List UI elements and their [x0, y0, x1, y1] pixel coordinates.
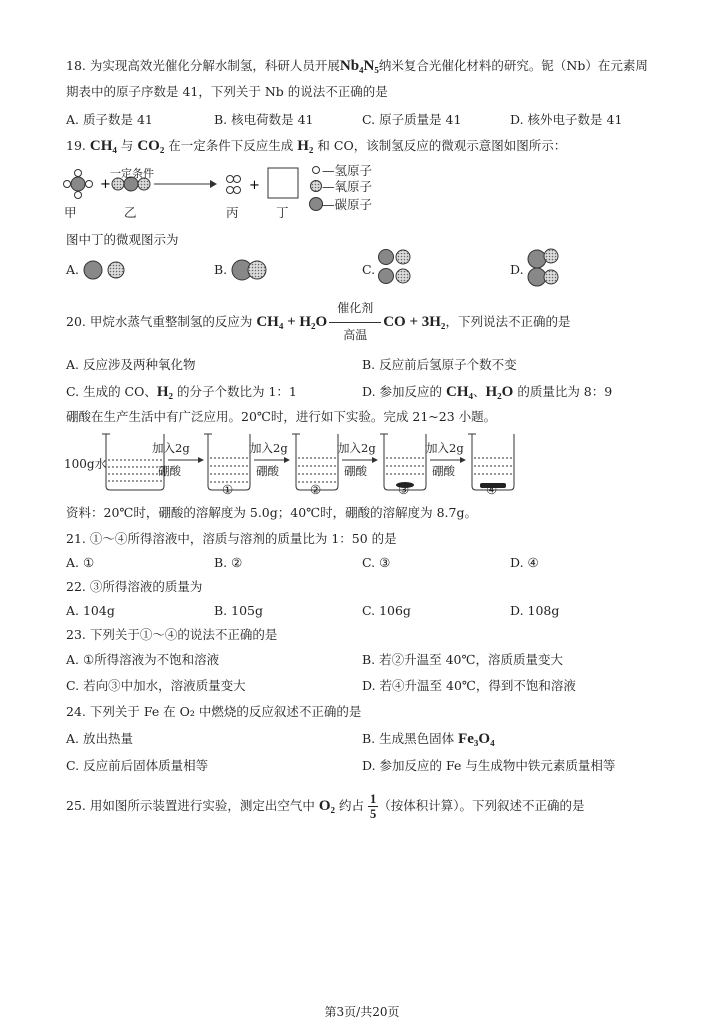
svg-text:+: + [249, 178, 260, 193]
boric-info: 资料：20℃时，硼酸的溶解度为 5.0g；40℃时，硼酸的溶解度为 8.7g。 [66, 505, 477, 520]
beaker-label-1: ① [222, 482, 234, 497]
q21-option-c[interactable]: C. ③ [362, 555, 391, 570]
reagent-label-3: 硼酸 [344, 464, 367, 478]
label-ding: 丁 [276, 205, 289, 220]
legend-hydrogen: —氢原子 [322, 163, 373, 178]
reaction-condition-arrow: 催化剂 高温 [327, 315, 383, 331]
add-label-3: 加入2g [338, 441, 376, 455]
q19-option-d-label[interactable]: D. [510, 262, 524, 277]
q22-option-d[interactable]: D. 108g [510, 603, 560, 618]
add-label-4: 加入2g [426, 441, 464, 455]
arrow-head [210, 180, 217, 188]
page-footer: 第3页/共20页 [324, 1005, 400, 1019]
reagent-label-1: 硼酸 [158, 464, 181, 478]
water-label: 100g水 [64, 457, 107, 471]
q22-option-b[interactable]: B. 105g [214, 603, 263, 618]
legend-oxygen: —氧原子 [322, 179, 373, 194]
q23-option-c[interactable]: C. 若向③中加水，溶液质量变大 [66, 678, 246, 693]
beaker-label-4: ④ [486, 482, 498, 497]
q19-option-b-label[interactable]: B. [214, 262, 228, 277]
q18-stem-line1: 18. 为实现高效光催化分解水制氢，科研人员开展Nb₄N₅纳米复合光催化材料的研究。铌（Nb）在元素周 [66, 58, 648, 74]
q19-option-a-label[interactable]: A. [66, 262, 80, 277]
q19-option-c-figure[interactable] [376, 246, 420, 290]
q24-option-a[interactable]: A. 放出热量 [66, 731, 133, 746]
add-label-1: 加入2g [152, 441, 190, 455]
q24-option-d[interactable]: D. 参加反应的 Fe 与生成物中铁元素质量相等 [362, 758, 616, 773]
reagent-label-2: 硼酸 [256, 464, 279, 478]
q18-stem-line2: 期表中的原子序数是 41，下列关于 Nb 的说法不正确的是 [66, 84, 388, 99]
label-bing: 丙 [226, 205, 239, 220]
legend-carbon: —碳原子 [322, 197, 373, 212]
q23-option-a[interactable]: A. ①所得溶液为不饱和溶液 [66, 652, 220, 667]
molecule-bing-h2 [227, 176, 241, 194]
q20-option-d[interactable]: D. 参加反应的 CH₄、H₂O 的质量比为 8：9 [362, 384, 613, 400]
q21-option-b[interactable]: B. ② [214, 555, 243, 570]
label-yi: 乙 [124, 205, 137, 220]
box-ding [268, 168, 298, 198]
molecule-jia-ch4 [64, 170, 93, 199]
q18-option-a[interactable]: A. 质子数是 41 [66, 112, 153, 127]
beaker-label-3: ③ [398, 482, 410, 497]
q22-stem: 22. ③所得溶液的质量为 [66, 579, 203, 594]
q25-stem: 25. 用如图所示装置进行实验，测定出空气中 O₂ 约占 $\frac{1}{5}$ （按体积计算）。下列叙述不正确的是 [66, 792, 585, 821]
q24-option-c[interactable]: C. 反应前后固体质量相等 [66, 758, 209, 773]
add-label-2: 加入2g [250, 441, 288, 455]
q20-option-c[interactable]: C. 生成的 CO、H₂ 的分子个数比为 1：1 [66, 384, 297, 400]
q19-option-d-figure[interactable] [524, 246, 568, 290]
q20-stem: 20. 甲烷水蒸气重整制氢的反应为 CH₄ + H₂O 催化剂 高温 CO + 3H₂，下列说法不正确的是 [66, 300, 571, 342]
label-jia: 甲 [64, 205, 77, 220]
q24-option-b[interactable]: B. 生成黑色固体 Fe₃O₄ [362, 731, 495, 747]
q21-option-d[interactable]: D. ④ [510, 555, 539, 570]
q20-option-a[interactable]: A. 反应涉及两种氧化物 [66, 357, 196, 372]
q19-option-c-label[interactable]: C. [362, 262, 376, 277]
q19-option-a-figure[interactable] [82, 258, 130, 282]
legend-symbols [310, 167, 323, 211]
q23-option-d[interactable]: D. 若④升温至 40℃，得到不饱和溶液 [362, 678, 576, 693]
q22-option-c[interactable]: C. 106g [362, 603, 411, 618]
beaker-label-2: ② [310, 482, 322, 497]
q22-option-a[interactable]: A. 104g [66, 603, 115, 618]
q20-option-b[interactable]: B. 反应前后氢原子个数不变 [362, 357, 517, 372]
q19-option-b-figure[interactable] [230, 257, 270, 283]
q18-option-c[interactable]: C. 原子质量是 41 [362, 112, 462, 127]
reagent-label-4: 硼酸 [432, 464, 455, 478]
q23-stem: 23. 下列关于①～④的说法不正确的是 [66, 627, 278, 642]
q19-prompt: 图中丁的微观图示为 [66, 232, 179, 247]
q19-stem: 19. CH₄ 与 CO₂ 在一定条件下反应生成 H₂ 和 CO，该制氢反应的微观示意图如图所示： [66, 138, 567, 154]
q23-option-b[interactable]: B. 若②升温至 40℃，溶质质量变大 [362, 652, 563, 667]
q18-option-b[interactable]: B. 核电荷数是 41 [214, 112, 314, 127]
fraction-one-fifth: $\frac{1}{5}$ [369, 792, 377, 821]
boric-intro: 硼酸在生产生活中有广泛应用。20℃时，进行如下实验。完成 21~23 小题。 [66, 409, 497, 424]
svg-text:+: + [100, 177, 111, 192]
q21-option-a[interactable]: A. ① [66, 555, 95, 570]
q18-option-d[interactable]: D. 核外电子数是 41 [510, 112, 623, 127]
q24-stem: 24. 下列关于 Fe 在 O₂ 中燃烧的反应叙述不正确的是 [66, 704, 362, 719]
reaction-condition: 一定条件 [110, 167, 154, 180]
formula-nb4n5: Nb₄N₅ [339, 58, 379, 74]
q21-stem: 21. ①～④所得溶液中，溶质与溶剂的质量比为 1：50 的是 [66, 531, 397, 546]
